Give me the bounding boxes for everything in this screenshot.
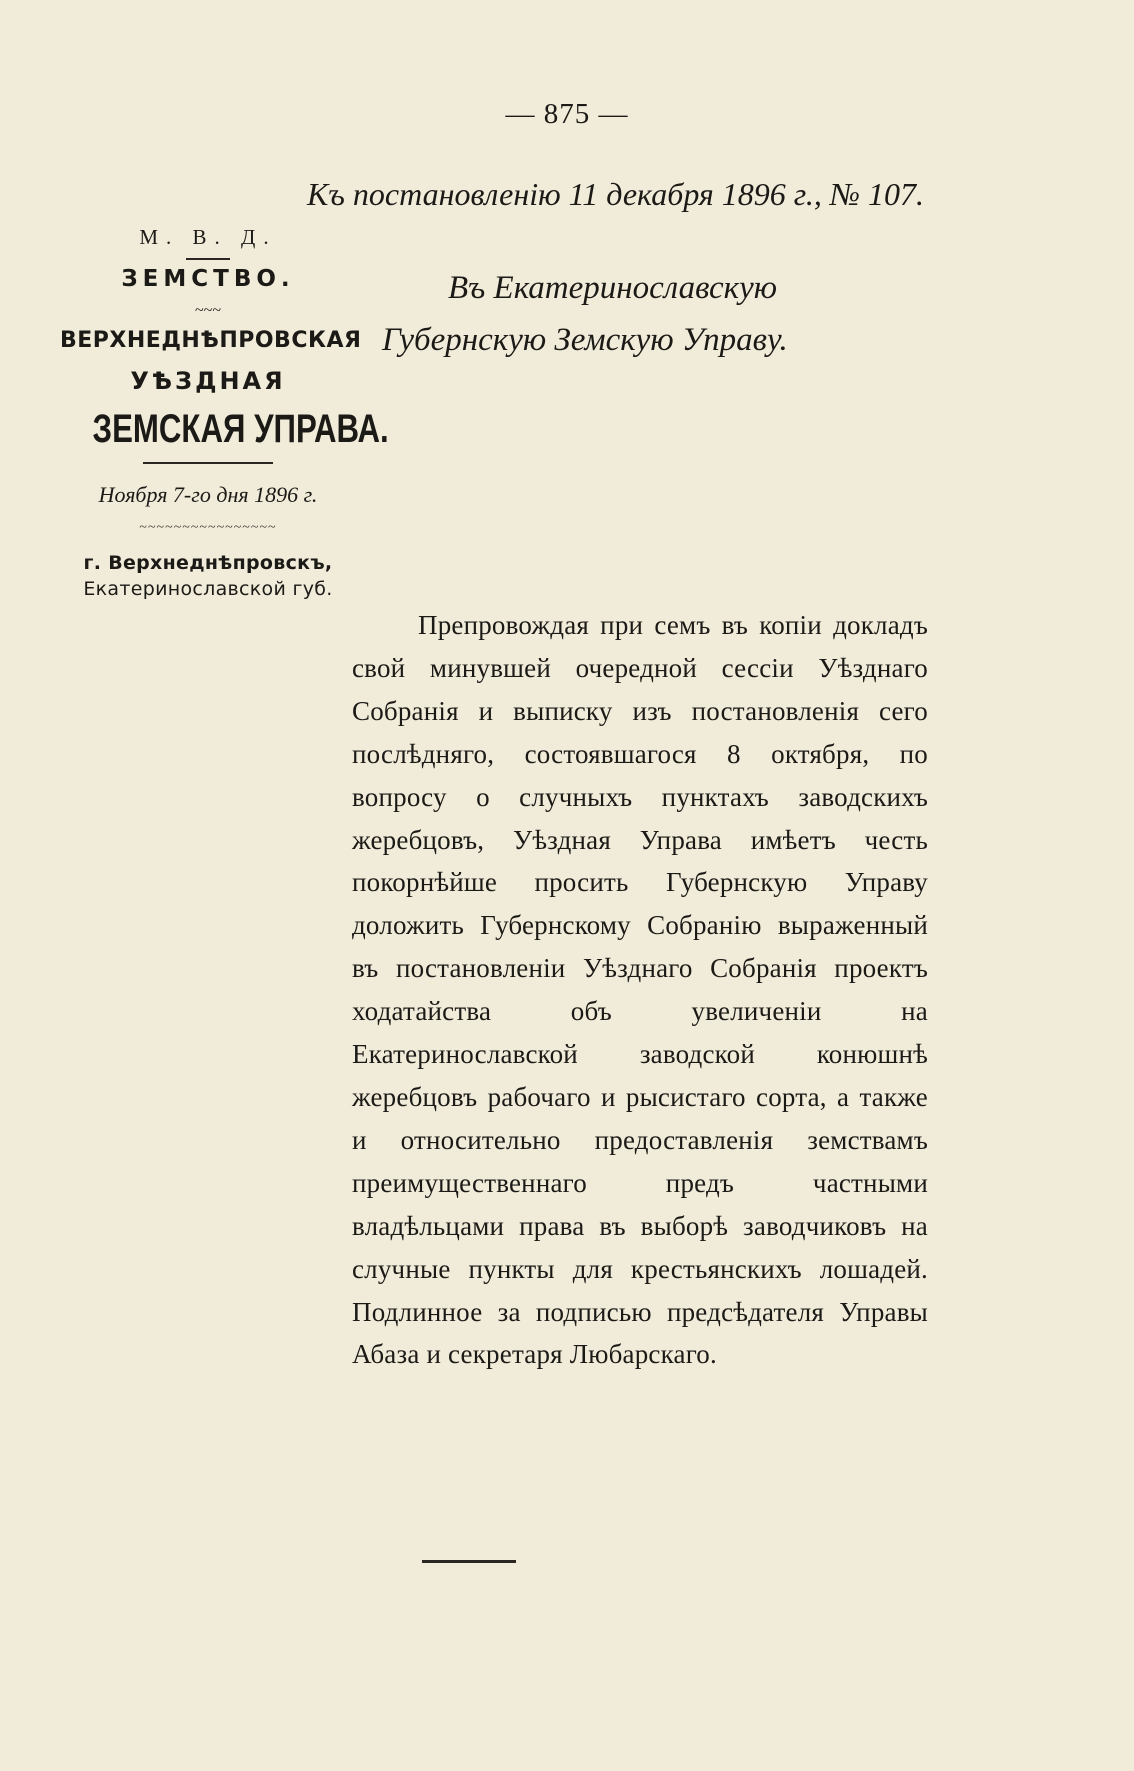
letter-body: Препровождая при семъ въ копіи докладъ свой минувшей очередной сессіи Уѣзднаго Собранія и выписку изъ постановленія сего послѣдняго, состоявшагося 8 октября, по вопросу о случныхъ пунктахъ заводскихъ жеребцовъ, Уѣздная Управа имѣетъ честь покорнѣйше просить Губернскую Управу доложить Губернскому Собранію выраженный въ постановленіи Уѣзднаго Собранія проектъ ходатайства объ увеличеніи на Екатеринославской заводской конюшнѣ жеребцовъ рабочаго и рысистаго сорта, а также и относительно предоставленія земствамъ преимущественнаго предъ частными владѣльцами права въ выборѣ заводчиковъ на случные пункты для крестьянскихъ лошадей. Подлинное за подписью предсѣдателя Управы Абаза и секретаря Любарскаго.	[352, 610, 928, 1370]
reference-number: № 107.	[829, 176, 924, 212]
uezd-label: УѢЗДНАЯ	[130, 367, 286, 395]
province-label: Екатеринославской губ.	[83, 578, 333, 600]
tilde-divider: ~~~	[195, 302, 221, 319]
zemstvo-label: ЗЕМСТВО.	[121, 266, 295, 292]
letter-date: Ноября 7-го дня 1896 г.	[98, 482, 318, 507]
page-number: — 875 —	[505, 98, 629, 130]
divider	[143, 462, 273, 464]
resolution-reference	[307, 176, 924, 213]
end-rule	[422, 1560, 516, 1563]
district-name: ВЕРХНЕДНѢПРОВСКАЯ	[60, 328, 362, 353]
addressee: Въ Екатеринославскую Губернскую Земскую Управу.	[382, 270, 788, 358]
wave-divider: ~~~~~~~~~~~~~~~~	[139, 520, 277, 535]
divider	[186, 258, 230, 260]
letterhead	[60, 225, 389, 600]
city-label: г. Верхнеднѣпровскъ,	[83, 552, 333, 574]
ministry-label: М. В. Д.	[139, 225, 277, 249]
board-name: ЗЕМСКАЯ УПРАВА.	[92, 407, 389, 451]
reference-prefix: Къ постановленію 11 декабря 1896 г.,	[307, 176, 822, 212]
